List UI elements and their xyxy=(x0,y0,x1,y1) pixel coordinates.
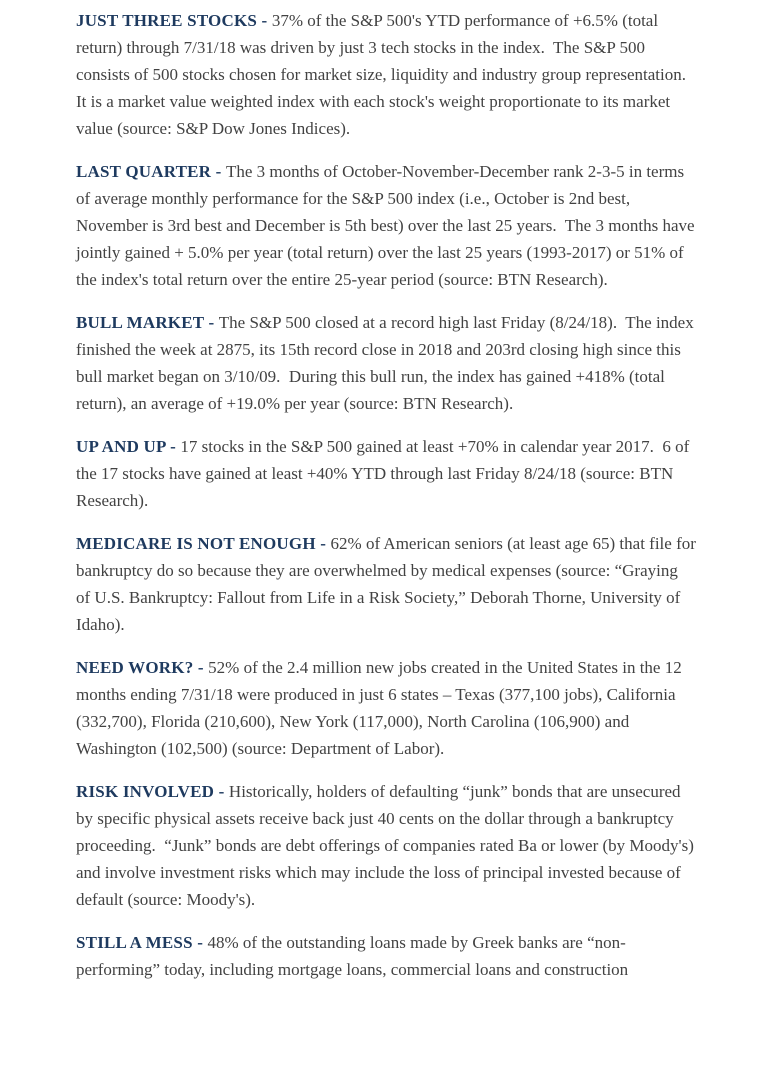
section-heading: LAST QUARTER xyxy=(76,162,212,181)
heading-dash: - xyxy=(315,534,331,553)
heading-dash: - xyxy=(214,782,229,801)
section-body: 17 stocks in the S&P 500 gained at least +70% in calendar year 2017. 6 of the 17 stocks have gained at least +40% YTD through last Friday 8/24/18 (source: BTN Research). xyxy=(76,437,694,510)
section-body: Historically, holders of defaulting “junk” bonds that are unsecured by specific physical assets receive back just 40 cents on the dollar through a bankruptcy proceeding. “Junk” bonds are debt offerings of companies rated Ba or lower (by Moody's) and involve investment risks which may include the loss of principal invested because of default (source: Moody's). xyxy=(76,782,699,909)
heading-dash: - xyxy=(193,658,209,677)
section-up-and-up xyxy=(76,433,696,514)
section-just-three-stocks xyxy=(76,7,696,142)
section-body: 37% of the S&P 500's YTD performance of +6.5% (total return) through 7/31/18 was driven by just 3 tech stocks in the index. The S&P 500 consists of 500 stocks chosen for market size, liquidity and industry group representation. It is a market value weighted index with each stock's weight proportionate to its market value (source: S&P Dow Jones Indices). xyxy=(76,11,695,138)
section-bull-market xyxy=(76,309,696,417)
section-body: 48% of the outstanding loans made by Greek banks are “non-performing” today, including mortgage loans, commercial loans and construction xyxy=(76,933,629,979)
heading-dash: - xyxy=(211,162,226,181)
heading-dash: - xyxy=(204,313,219,332)
heading-dash: - xyxy=(192,933,208,952)
section-heading: STILL A MESS xyxy=(76,933,193,952)
section-body: 52% of the 2.4 million new jobs created in the United States in the 12 months ending 7/31/18 were produced in just 6 states – Texas (377,100 jobs), California (332,700), Florida (210,600), New York (117,000), North Carolina (106,900) and Washington (102,500) (source: Department of Labor). xyxy=(76,658,686,758)
section-still-a-mess xyxy=(76,929,696,983)
section-heading: UP AND UP xyxy=(76,437,166,456)
section-risk-involved xyxy=(76,778,699,913)
section-need-work xyxy=(76,654,696,762)
section-heading: RISK INVOLVED xyxy=(76,782,215,801)
heading-dash: - xyxy=(257,11,272,30)
section-last-quarter xyxy=(76,158,699,293)
section-body: The S&P 500 closed at a record high last Friday (8/24/18). The index finished the week at 2875, its 15th record close in 2018 and 203rd closing high since this bull market began on 3/10/09. During this bull run, the index has gained +418% (total return), an average of +19.0% per year (source: BTN Research). xyxy=(76,313,698,413)
section-heading: JUST THREE STOCKS xyxy=(76,11,258,30)
section-body: The 3 months of October-November-December rank 2-3-5 in terms of average monthly performance for the S&P 500 index (i.e., October is 2nd best, November is 3rd best and December is 5th best) over the last 25 years. The 3 months have jointly gained + 5.0% per year (total return) over the last 25 years (1993-2017) or 51% of the index's total return over the entire 25-year period (source: BTN Research). xyxy=(76,162,699,289)
section-heading: MEDICARE IS NOT ENOUGH xyxy=(76,534,316,553)
heading-dash: - xyxy=(165,437,181,456)
section-heading: NEED WORK? xyxy=(76,658,194,677)
section-heading: BULL MARKET xyxy=(76,313,204,332)
section-medicare-is-not-enough xyxy=(76,530,701,638)
section-body: 62% of American seniors (at least age 65) that file for bankruptcy do so because they are overwhelmed by medical expenses (source: “Graying of U.S. Bankruptcy: Fallout from Life in a Risk Society,” Deborah Thorne, University of Idaho). xyxy=(76,534,701,634)
